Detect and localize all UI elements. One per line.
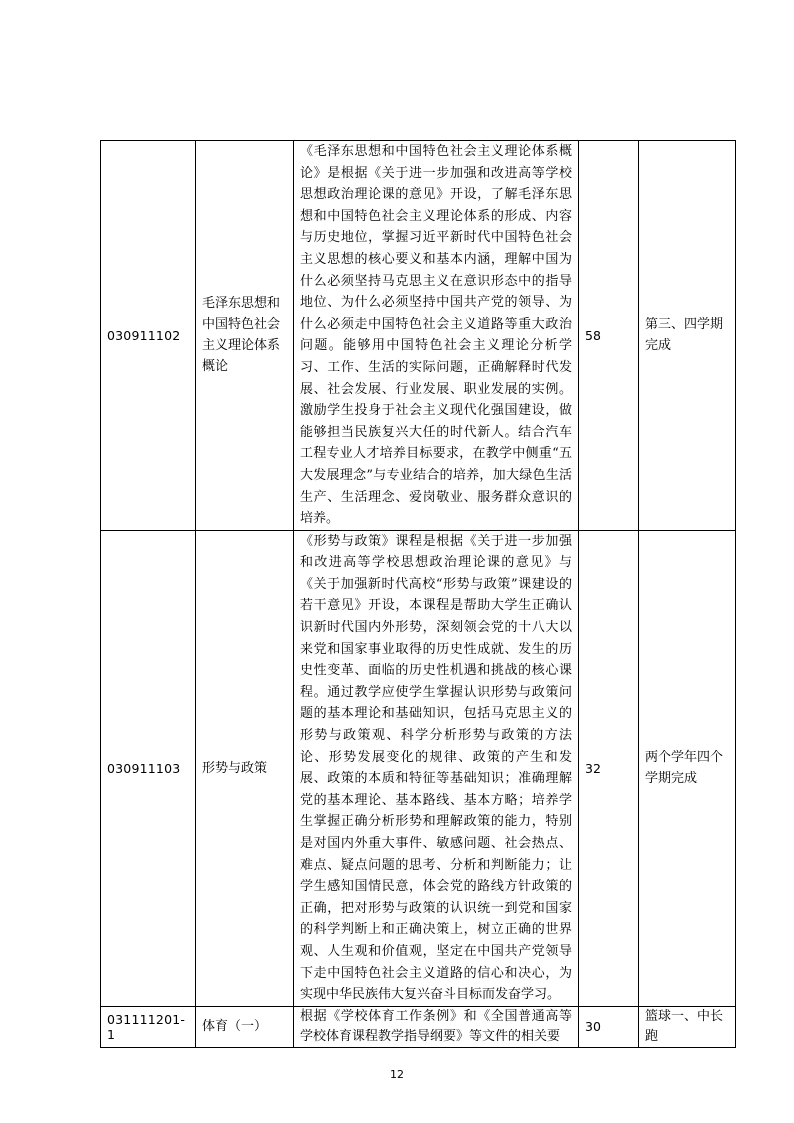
table-row [101,1006,736,1047]
course-name: 形势与政策 [196,530,294,1006]
course-hours: 58 [579,141,639,531]
course-description: 《形势与政策》课程是根据《关于进一步加强和改进高等学校思想政治理论课的意见》与《关于加强新时代高校“形势与政策”课建设的若干意见》开设，本课程是帮助大学生正确认识新时代国内外形势，深刻领会党的十八大以来党和国家事业取得的历史性成就、发生的历史性变革、面临的历史性机遇和挑战的核心课程。通过教学应使学生掌握认识形势与政策问题的基本理论和基础知识，包括马克思主义的形势与政策观、科学分析形势与政策的方法论、形势发展变化的规律、政策的产生和发展、政策的本质和特征等基础知识；准确理解党的基本理论、基本路线、基本方略；培养学生掌握正确分析形势和理解政策的能力，特别是对国内外重大事件、敏感问题、社会热点、难点、疑点问题的思考、分析和判断能力；让学生感知国情民意，体会党的路线方针政策的正确，把对形势与政策的认识统一到党和国家的科学判断上和正确决策上，树立正确的世界观、人生观和价值观，坚定在中国共产党领导下走中国特色社会主义道路的信心和决心，为实现中华民族伟大复兴奋斗目标而发奋学习。 [294,530,579,1006]
course-table [100,140,736,1048]
course-note: 篮球一、中长跑 [639,1006,736,1047]
course-hours: 32 [579,530,639,1006]
course-code: 030911102 [101,141,196,531]
course-description: 根据《学校体育工作条例》和《全国普通高等学校体育课程教学指导纲要》等文件的相关要 [294,1006,579,1047]
course-note: 两个学年四个学期完成 [639,530,736,1006]
course-code: 030911103 [101,530,196,1006]
table-row [101,141,736,531]
course-name: 体育（一） [196,1006,294,1047]
page-number: 12 [390,1068,404,1081]
table-row [101,530,736,1006]
course-code: 031111201-1 [101,1006,196,1047]
course-note: 第三、四学期完成 [639,141,736,531]
course-hours: 30 [579,1006,639,1047]
course-description: 《毛泽东思想和中国特色社会主义理论体系概论》是根据《关于进一步加强和改进高等学校思想政治理论课的意见》开设，了解毛泽东思想和中国特色社会主义理论体系的形成、内容与历史地位，掌握习近平新时代中国特色社会主义思想的核心要义和基本内涵，理解中国为什么必须坚持马克思主义在意识形态中的指导地位、为什么必须坚持中国共产党的领导、为什么必须走中国特色社会主义道路等重大政治问题。能够用中国特色社会主义理论分析学习、工作、生活的实际问题，正确解释时代发展、社会发展、行业发展、职业发展的实例。激励学生投身于社会主义现代化强国建设，做能够担当民族复兴大任的时代新人。结合汽车工程专业人才培养目标要求，在教学中侧重“五大发展理念”与专业结合的培养，加大绿色生活生产、生活理念、爱岗敬业、服务群众意识的培养。 [294,141,579,531]
course-name: 毛泽东思想和中国特色社会主义理论体系概论 [196,141,294,531]
